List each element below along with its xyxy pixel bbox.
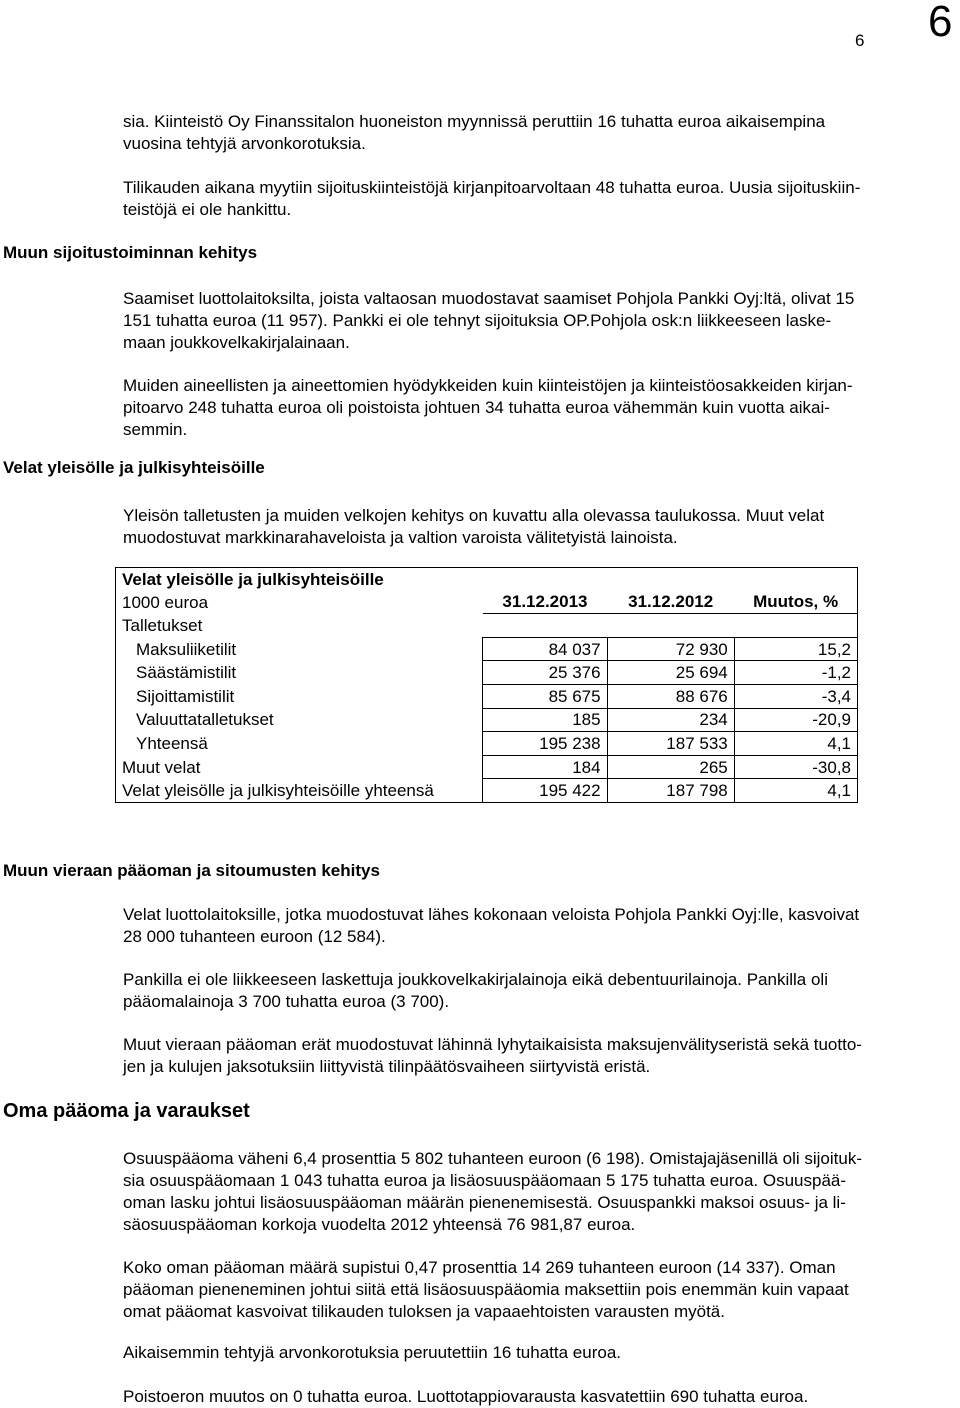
- table-title-row: [116, 568, 858, 591]
- value-2013: 25 376: [483, 661, 607, 685]
- page-number: 6: [855, 31, 865, 50]
- value-change: 4,1: [734, 779, 857, 803]
- text-line: Muut vieraan pääoman erät muodostuvat lähinnä lyhytaikaisista maksujenvälityseristä sekä tuotto-: [123, 1035, 862, 1054]
- table-row: [116, 755, 858, 779]
- table-unit: 1000 euroa: [116, 591, 483, 614]
- row-label: Muut velat: [116, 755, 483, 779]
- paragraph-credit-institutions: [123, 904, 859, 948]
- text-line: sia. Kiinteistö Oy Finanssitalon huoneiston myynnissä peruttiin 16 tuhatta euroa aikaisempina: [123, 112, 826, 131]
- table-row: [116, 708, 858, 732]
- text-line: vuosina tehtyjä arvonkorotuksia.: [123, 134, 366, 153]
- value-change: -1,2: [734, 661, 857, 685]
- value-2012: 25 694: [607, 661, 734, 685]
- text-line: maan joukkovelkakirjalainaan.: [123, 333, 350, 352]
- text-line: 151 tuhatta euroa (11 957). Pankki ei ole tehnyt sijoituksia OP.Pohjola osk:n liikkeeseen laske-: [123, 311, 832, 330]
- value-change: -30,8: [734, 755, 857, 779]
- paragraph-cooperative-capital: [123, 1148, 862, 1236]
- heading-other-liabilities: Muun vieraan pääoman ja sitoumusten kehitys: [3, 861, 380, 880]
- value-change: 4,1: [734, 732, 857, 756]
- value-2013: 184: [483, 755, 607, 779]
- value-2012: 72 930: [607, 637, 734, 661]
- text-line: teistöjä ei ole hankittu.: [123, 200, 292, 219]
- row-label: Valuuttatalletukset: [116, 708, 483, 732]
- paragraph-assets: [123, 375, 853, 441]
- value-2012: 88 676: [607, 684, 734, 708]
- table-row: [116, 637, 858, 661]
- text-line: pitoarvo 248 tuhatta euroa oli poistoista johtuen 34 tuhatta euroa vähemmän kuin vuotta aikai-: [123, 398, 830, 417]
- table-row: [116, 661, 858, 685]
- text-line: Velat luottolaitoksille, jotka muodostuvat lähes kokonaan veloista Pohjola Pankki Oyj:lle, kasvoivat: [123, 905, 860, 924]
- value-2012: 187 798: [607, 779, 734, 803]
- heading-public-liabilities: Velat yleisölle ja julkisyhteisöille: [3, 458, 265, 477]
- text-line: semmin.: [123, 420, 188, 439]
- paragraph-bonds: [123, 969, 828, 1013]
- text-line: muodostuvat markkinarahaveloista ja valtion varoista välitetyistä lainoista.: [123, 528, 678, 547]
- row-label: Sijoittamistilit: [116, 684, 483, 708]
- text-line: Yleisön talletusten ja muiden velkojen kehitys on kuvattu alla olevassa taulukossa. Muut velat: [123, 506, 825, 525]
- text-line: Muiden aineellisten ja aineettomien hyödykkeiden kuin kiinteistöjen ja kiinteistöosakkeiden kirjan-: [123, 376, 853, 395]
- table-header-row: [116, 591, 858, 614]
- text-line: Tilikauden aikana myytiin sijoituskiinteistöjä kirjanpitoarvoltaan 48 tuhatta euroa. Uusia sijoituskiin-: [123, 178, 861, 197]
- text-line: omat pääomat kasvoivat tilikauden tuloksen ja vapaaehtoisten varausten myötä.: [123, 1302, 725, 1321]
- page-number-large: 6: [928, 0, 953, 46]
- table-row: [116, 684, 858, 708]
- column-header-2013: 31.12.2013: [483, 591, 607, 614]
- text-line: Saamiset luottolaitoksilta, joista valtaosan muodostavat saamiset Pohjola Pankki Oyj:ltä, olivat 15: [123, 289, 855, 308]
- text-line: 28 000 tuhanteen euroon (12 584).: [123, 927, 386, 946]
- value-2012: 234: [607, 708, 734, 732]
- column-header-change: Muutos, %: [734, 591, 857, 614]
- row-label: Maksuliiketilit: [116, 637, 483, 661]
- paragraph-deposits: [123, 505, 824, 549]
- paragraph-depreciation: Poistoeron muutos on 0 tuhatta euroa. Luottotappiovarausta kasvatettiin 690 tuhatta euroa.: [123, 1387, 809, 1406]
- value-2012: 265: [607, 755, 734, 779]
- text-line: Pankilla ei ole liikkeeseen laskettuja joukkovelkakirjalainoja eikä debentuurilainoja. Pankilla oli: [123, 970, 828, 989]
- column-header-2012: 31.12.2012: [607, 591, 734, 614]
- liabilities-table: [115, 567, 858, 803]
- row-label: Säästämistilit: [116, 661, 483, 685]
- value-2013: 185: [483, 708, 607, 732]
- paragraph-total-equity: [123, 1257, 849, 1323]
- table-row: [116, 732, 858, 756]
- paragraph-revaluations: Aikaisemmin tehtyjä arvonkorotuksia peruutettiin 16 tuhatta euroa.: [123, 1343, 621, 1362]
- paragraph-receivables: [123, 288, 854, 354]
- table-section-row: [116, 614, 858, 638]
- text-line: oman lasku johtui lisäosuuspääoman määrän pienenemisestä. Osuuspankki maksoi osuus- ja li-: [123, 1193, 846, 1212]
- text-line: pääoman pieneneminen johtui siitä että lisäosuuspääomia maksettiin pois enemmän kuin vapaat: [123, 1280, 849, 1299]
- heading-investment-activity: Muun sijoitustoiminnan kehitys: [3, 243, 258, 262]
- row-label: Velat yleisölle ja julkisyhteisöille yhteensä: [116, 779, 483, 803]
- value-change: -20,9: [734, 708, 857, 732]
- value-2012: 187 533: [607, 732, 734, 756]
- text-line: pääomalainoja 3 700 tuhatta euroa (3 700).: [123, 992, 450, 1011]
- text-line: Osuuspääoma väheni 6,4 prosenttia 5 802 tuhanteen euroon (6 198). Omistajajäsenillä oli sijoituk-: [123, 1149, 863, 1168]
- table-title: Velat yleisölle ja julkisyhteisöille: [116, 568, 858, 591]
- table-section-label: Talletukset: [116, 614, 483, 638]
- text-line: sia osuuspääomaan 1 043 tuhatta euroa ja lisäosuuspääomaan 5 175 tuhatta euroa. Osuuspää-: [123, 1171, 847, 1190]
- table-total-row: [116, 779, 858, 803]
- row-label: Yhteensä: [116, 732, 483, 756]
- value-change: 15,2: [734, 637, 857, 661]
- text-line: Koko oman pääoman määrä supistui 0,47 prosenttia 14 269 tuhanteen euroon (14 337). Oman: [123, 1258, 836, 1277]
- value-change: -3,4: [734, 684, 857, 708]
- value-2013: 84 037: [483, 637, 607, 661]
- value-2013: 195 238: [483, 732, 607, 756]
- value-2013: 85 675: [483, 684, 607, 708]
- text-line: säosuuspääoman korkoja vuodelta 2012 yhteensä 76 981,87 euroa.: [123, 1215, 636, 1234]
- heading-equity: Oma pääoma ja varaukset: [3, 1100, 250, 1122]
- paragraph-other-items: [123, 1034, 862, 1078]
- value-2013: 195 422: [483, 779, 607, 803]
- text-line: jen ja kulujen jaksotuksiin liittyvistä tilinpäätösvaiheen siirtyvistä eristä.: [123, 1057, 651, 1076]
- paragraph-property-sale: [123, 111, 825, 155]
- paragraph-investment-properties: [123, 177, 860, 221]
